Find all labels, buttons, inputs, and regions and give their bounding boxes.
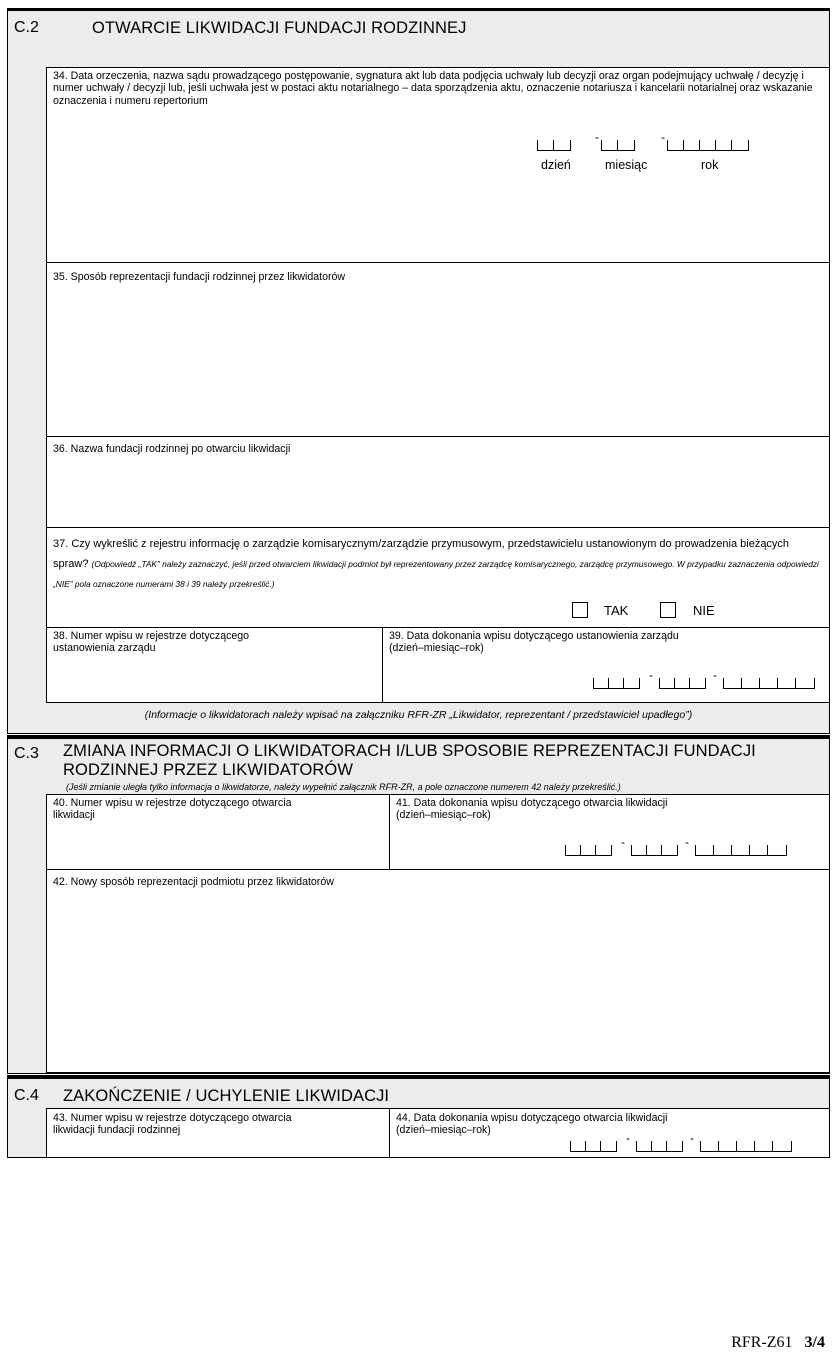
section-title: OTWARCIE LIKWIDACJI FUNDACJI RODZINNEJ bbox=[92, 19, 467, 37]
field-37-label: 37. Czy wykreślić z rejestru informację o zarządzie komisarycznym/zarządzie przymusowym, przedstawicielu ustanowionym do prowadzenia bieżących spraw? bbox=[53, 538, 790, 570]
likwidatorzy-note: (Informacje o likwidatorach należy wpisać na załączniku RFR-ZR „Likwidator, reprezentant / przedstawiciel upadłego”) bbox=[144, 709, 693, 721]
field-40-entry-number[interactable] bbox=[46, 794, 390, 870]
page-number: 3/4 bbox=[804, 1334, 825, 1351]
date-boxes-34[interactable]: - - bbox=[537, 140, 759, 152]
section-divider bbox=[7, 1076, 830, 1079]
field-37-question bbox=[46, 527, 830, 628]
section-divider bbox=[7, 8, 830, 11]
field-41-label: 41. Data dokonania wpisu dotyczącego otwarcia likwidacji (dzień–miesiąc–rok) bbox=[396, 797, 668, 822]
field-35-label: 35. Sposób reprezentacji fundacji rodzinnej przez likwidatorów bbox=[53, 271, 346, 283]
year-caption: rok bbox=[701, 158, 719, 172]
field-39-entry-date[interactable] bbox=[382, 627, 830, 703]
field-34-decision-details[interactable] bbox=[46, 67, 830, 263]
field-44-entry-date[interactable] bbox=[389, 1108, 830, 1158]
nie-label: NIE bbox=[693, 603, 715, 618]
section-c4 bbox=[7, 1075, 830, 1158]
page-footer bbox=[731, 1334, 825, 1352]
field-42-label: 42. Nowy sposób reprezentacji podmiotu przez likwidatorów bbox=[53, 876, 334, 888]
field-38-entry-number[interactable] bbox=[46, 627, 383, 703]
day-caption: dzień bbox=[541, 158, 571, 172]
field-36-foundation-name[interactable] bbox=[46, 436, 830, 528]
section-c3 bbox=[7, 735, 830, 1074]
form-code: RFR-Z61 bbox=[731, 1334, 793, 1351]
field-38-label: 38. Numer wpisu w rejestrze dotyczącego ustanowienia zarządu bbox=[53, 630, 250, 655]
field-41-entry-date[interactable] bbox=[389, 794, 830, 870]
field-42-new-representation[interactable] bbox=[46, 869, 830, 1073]
section-divider bbox=[7, 736, 830, 739]
field-34-label: 34. Data orzeczenia, nazwa sądu prowadzącego postępowanie, sygnatura akt lub data podjęcia uchwały lub decyzji oraz organ podejmujący uchwałę / decyzję i numer uchwały / decyzji lub, jeśli uchwała jest w postaci aktu notarialnego – data sporządzenia aktu, oznaczenie notariusza i kancelarii notarialnej oraz wskazanie oznaczenia i numeru repertorium bbox=[53, 70, 813, 107]
tak-checkbox[interactable] bbox=[572, 602, 588, 618]
section-title: ZMIANA INFORMACJI O LIKWIDATORACH I/LUB SPOSOBIE REPREZENTACJI FUNDACJI RODZINNEJ PRZEZ LIKWIDATORÓW bbox=[63, 742, 756, 779]
field-37-note: (Odpowiedź „TAK” należy zaznaczyć, jeśli przed otwarciem likwidacji podmiot był reprezentowany przez zarządcę komisarycznego, zarządcę przymusowego. W przypadku zaznaczenia odpowiedzi „NIE” pola oznaczone numerami 38 i 39 należy przekreślić.) bbox=[53, 559, 819, 589]
date-boxes-41[interactable]: - - bbox=[565, 845, 787, 857]
section-note: (Jeśli zmianie uległa tylko informacja o likwidatorze, należy wypełnić załącznik RFR-ZR, a pole oznaczone numerem 42 należy przekreślić.) bbox=[66, 782, 621, 792]
field-35-representation[interactable] bbox=[46, 262, 830, 437]
section-code: C.4 bbox=[14, 1087, 39, 1104]
section-code: C.3 bbox=[14, 745, 39, 762]
nie-checkbox[interactable] bbox=[660, 602, 676, 618]
field-36-label: 36. Nazwa fundacji rodzinnej po otwarciu likwidacji bbox=[53, 443, 291, 455]
date-boxes-44[interactable]: - - bbox=[570, 1141, 792, 1153]
field-37-text bbox=[53, 534, 823, 594]
section-c2 bbox=[7, 8, 830, 734]
field-43-label: 43. Numer wpisu w rejestrze dotyczącego otwarcia likwidacji fundacji rodzinnej bbox=[53, 1112, 292, 1137]
field-43-entry-number[interactable] bbox=[46, 1108, 390, 1158]
section-title: ZAKOŃCZENIE / UCHYLENIE LIKWIDACJI bbox=[63, 1087, 390, 1105]
section-code: C.2 bbox=[14, 19, 39, 36]
date-boxes-39[interactable]: - - bbox=[593, 678, 815, 690]
field-39-label: 39. Data dokonania wpisu dotyczącego ustanowienia zarządu (dzień–miesiąc–rok) bbox=[389, 630, 679, 655]
field-44-label: 44. Data dokonania wpisu dotyczącego otwarcia likwidacji (dzień–miesiąc–rok) bbox=[396, 1112, 668, 1137]
month-caption: miesiąc bbox=[605, 158, 648, 172]
tak-label: TAK bbox=[604, 603, 629, 618]
field-40-label: 40. Numer wpisu w rejestrze dotyczącego otwarcia likwidacji bbox=[53, 797, 292, 822]
